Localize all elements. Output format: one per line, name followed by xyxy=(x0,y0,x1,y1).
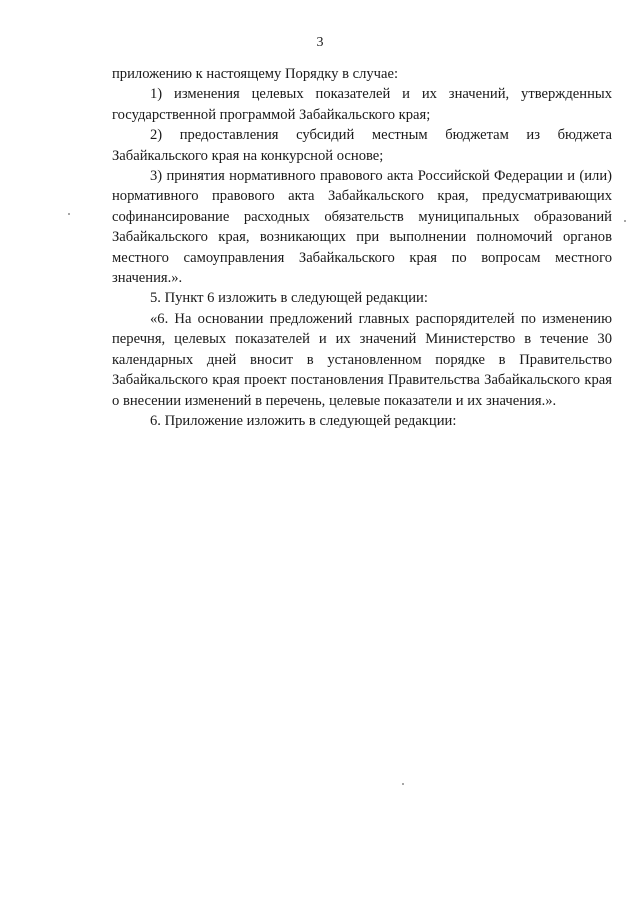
paragraph-intro: приложению к настоящему Порядку в случае: xyxy=(112,66,399,82)
paragraph-appendix: 6. Приложение изложить в следующей редакции: xyxy=(150,412,457,429)
scan-speck xyxy=(68,213,70,215)
scan-speck xyxy=(402,783,404,785)
scan-speck xyxy=(624,220,626,222)
paragraph-point-5: 5. Пункт 6 изложить в следующей редакции: xyxy=(150,290,428,307)
page-number: 3 xyxy=(316,35,324,50)
paragraph-item-1: 1) изменения целевых показателей и их значений, утвержденных государственной программой Забайкальского края; xyxy=(112,86,612,123)
paragraph-item-3: 3) принятия нормативного правового акта Российской Федерации и (или) нормативного правового акта Забайкальского края, предусматривающих софинансирование расходных обязательств муниципальных образований Забайкальского края, возникающих при выполнении полномочий органов местного самоуправления Забайкальского края по вопросам местного значения.». xyxy=(112,168,612,287)
document-body xyxy=(112,64,612,431)
paragraph-item-2: 2) предоставления субсидий местным бюджетам из бюджета Забайкальского края на конкурсной основе; xyxy=(112,127,612,164)
paragraph-point-6-quote: «6. На основании предложений главных распорядителей по изменению перечня, целевых показателей и их значений Министерство в течение 30 календарных дней вносит в установленном порядке в Правительство Забайкальского края проект постановления Правительства Забайкальского края о внесении изменений в перечень, целевые показатели и их значения.». xyxy=(112,310,612,409)
